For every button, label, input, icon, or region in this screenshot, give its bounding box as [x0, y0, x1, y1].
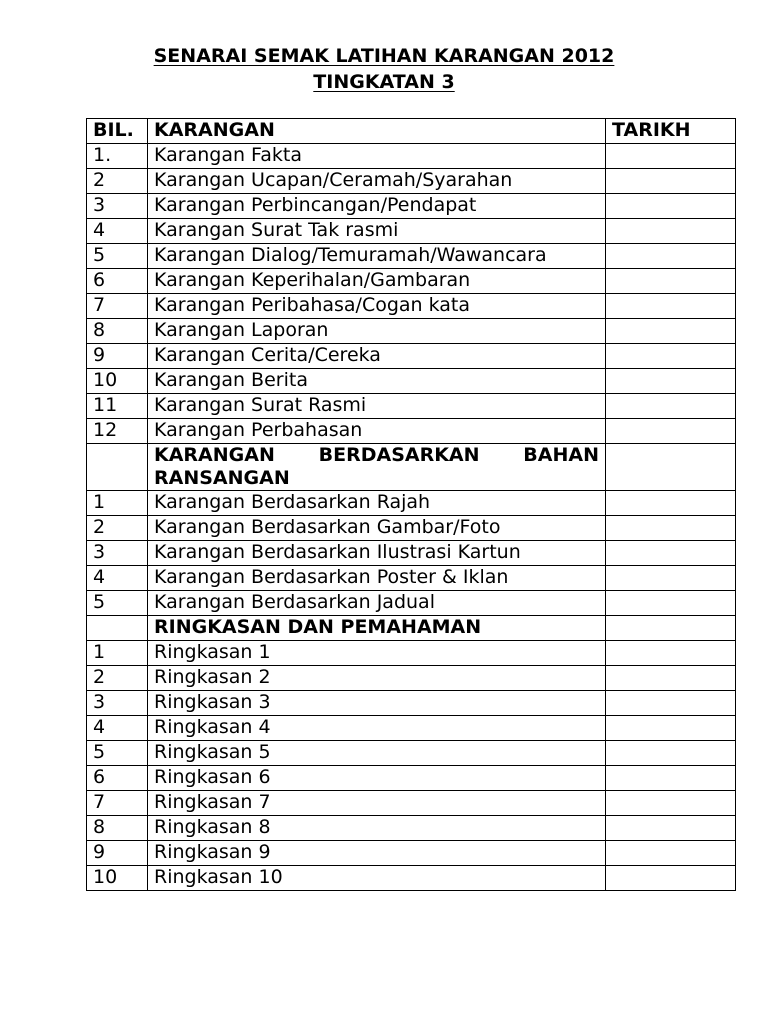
section-heading	[148, 444, 606, 491]
header-tarikh: TARIKH	[606, 119, 736, 144]
row-number: 9	[87, 344, 148, 369]
table-row	[87, 541, 736, 566]
table-row	[87, 194, 736, 219]
header-karangan: KARANGAN	[148, 119, 606, 144]
table-row	[87, 491, 736, 516]
checklist-table	[86, 118, 736, 891]
row-item: Karangan Berdasarkan Poster & Iklan	[148, 566, 606, 591]
row-date	[606, 269, 736, 294]
table-row	[87, 419, 736, 444]
table-row	[87, 841, 736, 866]
row-item: Karangan Peribahasa/Cogan kata	[148, 294, 606, 319]
row-item: Karangan Dialog/Temuramah/Wawancara	[148, 244, 606, 269]
row-number: 8	[87, 816, 148, 841]
row-item: Karangan Berita	[148, 369, 606, 394]
row-item: Ringkasan 6	[148, 766, 606, 791]
table-row	[87, 591, 736, 616]
section-heading: RINGKASAN DAN PEMAHAMAN	[148, 616, 606, 641]
row-date	[606, 766, 736, 791]
row-number: 5	[87, 591, 148, 616]
row-date	[606, 516, 736, 541]
row-number: 5	[87, 741, 148, 766]
row-date	[606, 394, 736, 419]
row-number: 4	[87, 716, 148, 741]
section-heading-row-bahan	[87, 444, 736, 491]
row-date	[606, 491, 736, 516]
row-item: Ringkasan 3	[148, 691, 606, 716]
table-header-row	[87, 119, 736, 144]
row-number: 6	[87, 269, 148, 294]
table-row	[87, 294, 736, 319]
row-number: 1	[87, 641, 148, 666]
row-date	[606, 816, 736, 841]
row-item: Karangan Berdasarkan Jadual	[148, 591, 606, 616]
row-number: 8	[87, 319, 148, 344]
row-item: Karangan Fakta	[148, 144, 606, 169]
row-date	[606, 591, 736, 616]
row-date	[606, 344, 736, 369]
table-row	[87, 319, 736, 344]
table-row	[87, 641, 736, 666]
row-item: Karangan Berdasarkan Rajah	[148, 491, 606, 516]
table-row	[87, 741, 736, 766]
row-item: Ringkasan 5	[148, 741, 606, 766]
table-row	[87, 866, 736, 891]
table-row	[87, 369, 736, 394]
table-row	[87, 169, 736, 194]
row-number: 4	[87, 219, 148, 244]
row-number: 1	[87, 491, 148, 516]
table-row	[87, 791, 736, 816]
row-number: 7	[87, 294, 148, 319]
table-row	[87, 269, 736, 294]
row-item: Karangan Ucapan/Ceramah/Syarahan	[148, 169, 606, 194]
row-date	[606, 866, 736, 891]
row-number: 3	[87, 541, 148, 566]
row-item: Ringkasan 4	[148, 716, 606, 741]
row-number: 9	[87, 841, 148, 866]
row-date	[606, 841, 736, 866]
table-row	[87, 219, 736, 244]
row-number: 10	[87, 866, 148, 891]
row-number: 4	[87, 566, 148, 591]
row-number: 7	[87, 791, 148, 816]
row-date	[606, 219, 736, 244]
row-date	[606, 194, 736, 219]
row-number: 2	[87, 169, 148, 194]
row-number: 10	[87, 369, 148, 394]
row-number: 5	[87, 244, 148, 269]
row-date	[606, 541, 736, 566]
row-date	[606, 294, 736, 319]
row-date	[606, 144, 736, 169]
row-date	[606, 566, 736, 591]
row-item: Karangan Perbincangan/Pendapat	[148, 194, 606, 219]
section-date-cell	[606, 616, 736, 641]
section-date-cell	[606, 444, 736, 491]
row-date	[606, 369, 736, 394]
row-number: 2	[87, 516, 148, 541]
document-title: SENARAI SEMAK LATIHAN KARANGAN 2012	[153, 45, 615, 67]
table-row	[87, 816, 736, 841]
table-row	[87, 716, 736, 741]
row-item: Karangan Cerita/Cereka	[148, 344, 606, 369]
row-date	[606, 791, 736, 816]
header-bil: BIL.	[87, 119, 148, 144]
row-date	[606, 666, 736, 691]
row-item: Karangan Laporan	[148, 319, 606, 344]
table-row	[87, 394, 736, 419]
table-row	[87, 566, 736, 591]
row-item: Karangan Berdasarkan Ilustrasi Kartun	[148, 541, 606, 566]
row-number: 6	[87, 766, 148, 791]
section-blank-cell	[87, 616, 148, 641]
row-number: 3	[87, 691, 148, 716]
table-row	[87, 666, 736, 691]
row-item: Ringkasan 10	[148, 866, 606, 891]
row-number: 12	[87, 419, 148, 444]
table-row	[87, 144, 736, 169]
row-date	[606, 716, 736, 741]
row-number: 2	[87, 666, 148, 691]
row-item: Karangan Keperihalan/Gambaran	[148, 269, 606, 294]
row-date	[606, 641, 736, 666]
section-blank-cell	[87, 444, 148, 491]
row-number: 1.	[87, 144, 148, 169]
row-date	[606, 169, 736, 194]
row-date	[606, 419, 736, 444]
row-item: Ringkasan 7	[148, 791, 606, 816]
document-subtitle: TINGKATAN 3	[313, 71, 455, 93]
table-row	[87, 244, 736, 269]
table-row	[87, 766, 736, 791]
table-row	[87, 691, 736, 716]
row-item: Ringkasan 2	[148, 666, 606, 691]
row-number: 11	[87, 394, 148, 419]
row-item: Karangan Surat Tak rasmi	[148, 219, 606, 244]
section-heading-row-ringkasan	[87, 616, 736, 641]
row-number: 3	[87, 194, 148, 219]
section-heading-line: RANSANGAN	[154, 467, 290, 489]
row-date	[606, 319, 736, 344]
row-item: Karangan Surat Rasmi	[148, 394, 606, 419]
row-item: Ringkasan 8	[148, 816, 606, 841]
row-item: Karangan Perbahasan	[148, 419, 606, 444]
row-date	[606, 244, 736, 269]
row-date	[606, 741, 736, 766]
row-date	[606, 691, 736, 716]
table-row	[87, 344, 736, 369]
section-heading-line: KARANGAN BERDASARKAN BAHAN	[154, 444, 599, 466]
row-item: Karangan Berdasarkan Gambar/Foto	[148, 516, 606, 541]
table-row	[87, 516, 736, 541]
row-item: Ringkasan 1	[148, 641, 606, 666]
row-item: Ringkasan 9	[148, 841, 606, 866]
